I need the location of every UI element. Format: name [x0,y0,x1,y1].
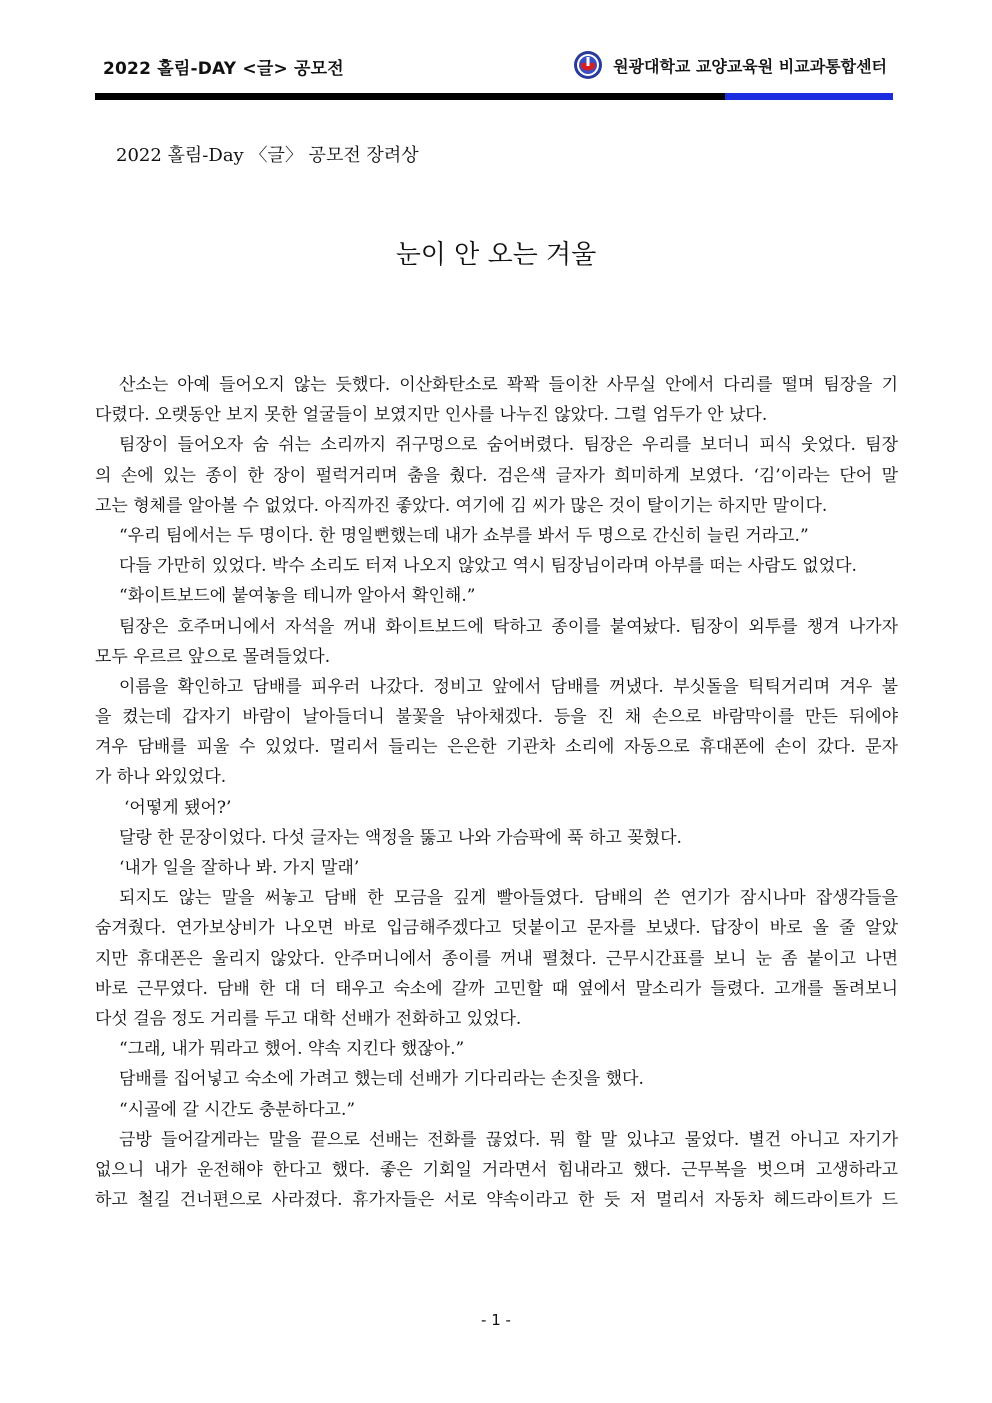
body-line: 바로 근무였다. 담배 한 대 더 태우고 숙소에 갈까 고민할 때 옆에서 말소리가 들렸다. 고개를 돌려보니 [95,978,898,999]
body-line: 팀장은 호주머니에서 자석을 꺼내 화이트보드에 탁하고 종이를 붙여놨다. 팀장이 외투를 챙겨 나가자 [119,616,898,637]
body-line: 금방 들어갈게라는 말을 끝으로 선배는 전화를 끊었다. 뭐 할 말 있냐고 물었다. 별건 아니고 자기가 [119,1129,898,1150]
header-rule [95,93,893,100]
story-body [95,370,898,1215]
body-line: 산소는 아예 들어오지 않는 듯했다. 이산화탄소로 꽉꽉 들이찬 사무실 안에서 다리를 떨며 팀장을 기 [119,375,898,395]
header-organization [573,50,887,80]
body-line: 담배를 집어넣고 숙소에 가려고 했는데 선배가 기다리라는 손짓을 했다. [119,1069,644,1090]
body-line: 팀장이 들어오자 숨 쉬는 소리까지 쥐구멍으로 숨어버렸다. 팀장은 우리를 보더니 피식 웃었다. 팀장 [119,435,898,456]
body-line: 고는 형체를 알아볼 수 없었다. 아직까진 좋았다. 여기에 김 씨가 많은 것이 탈이기는 하지만 말이다. [95,495,828,516]
body-line: 겨우 담배를 피울 수 있었다. 멀리서 들리는 은은한 기관차 소리에 자동으로 휴대폰에 손이 갔다. 문자 [95,737,898,758]
header-rule-blue [725,93,893,100]
body-line: “화이트보드에 붙여놓을 테니까 알아서 확인해.” [119,586,476,607]
body-line: 숨겨줬다. 연가보상비가 나오면 바로 입금해주겠다고 덧붙이고 문자를 보냈다. 답장이 바로 올 줄 알았 [95,918,898,939]
body-line: 가 하나 와있었다. [95,767,227,788]
body-line: “시골에 갈 시간도 충분하다고.” [119,1099,356,1120]
body-line: “우리 팀에서는 두 명이다. 한 명일뻔했는데 내가 쇼부를 봐서 두 명으로 간신히 늘린 거라고.” [119,525,809,546]
page-header [95,44,893,100]
body-line: 하고 철길 건너편으로 사라졌다. 휴가자들은 서로 약속이라고 한 듯 저 멀리서 자동차 헤드라이트가 드 [95,1190,898,1211]
body-line: ‘어떻게 됐어?’ [124,797,232,818]
university-emblem-icon [573,50,603,80]
body-line: 다렸다. 오랫동안 보지 못한 얼굴들이 보였지만 인사를 나누진 않았다. 그럴 엄두가 안 났다. [95,405,768,426]
body-line: 되지도 않는 말을 써놓고 담배 한 모금을 깊게 빨아들였다. 담배의 쓴 연기가 잠시나마 잡생각들을 [119,888,898,909]
page-number: - 1 - [481,1311,511,1329]
body-line: 없으니 내가 운전해야 한다고 했다. 좋은 기회일 거라면서 힘내라고 했다. 근무복을 벗으며 고생하라고 [95,1159,898,1180]
body-line: 다섯 걸음 정도 거리를 두고 대학 선배가 전화하고 있었다. [95,1008,522,1029]
body-line: 의 손에 있는 종이 한 장이 펄럭거리며 춤을 췄다. 검은색 글자가 희미하게 보였다. ‘김’이라는 단어 말 [95,465,898,486]
header-rule-black [95,93,725,100]
body-line: 을 켰는데 갑자기 바람이 날아들더니 불꽃을 낚아채겠다. 등을 진 채 손으로 바람막이를 만든 뒤에야 [95,707,898,728]
award-line: 2022 홀림-Day 〈글〉 공모전 장려상 [116,145,419,166]
body-line: “그래, 내가 뭐라고 했어. 약속 지킨다 했잖아.” [119,1039,465,1060]
body-line: 다들 가만히 있었다. 박수 소리도 터져 나오지 않았고 역시 팀장님이라며 아부를 떠는 사람도 없었다. [119,556,857,577]
header-contest-title: 2022 홀림-DAY <글> 공모전 [103,59,344,79]
header-org-name: 원광대학교 교양교육원 비교과통합센터 [613,56,887,76]
body-line: 달랑 한 문장이었다. 다섯 글자는 액정을 뚫고 나와 가슴팍에 푹 하고 꽂혔다. [119,827,682,848]
body-line: 지만 휴대폰은 울리지 않았다. 안주머니에서 종이를 꺼내 펼쳤다. 근무시간표를 보니 눈 좀 붙이고 나면 [95,948,898,969]
body-line: 모두 우르르 앞으로 몰려들었다. [95,646,331,667]
body-line: 이름을 확인하고 담배를 피우러 나갔다. 정비고 앞에서 담배를 꺼냈다. 부싯돌을 틱틱거리며 겨우 불 [119,676,898,697]
body-line: ‘내가 일을 잘하나 봐. 가지 말래’ [119,858,360,878]
story-title: 눈이 안 오는 겨울 [395,240,597,270]
